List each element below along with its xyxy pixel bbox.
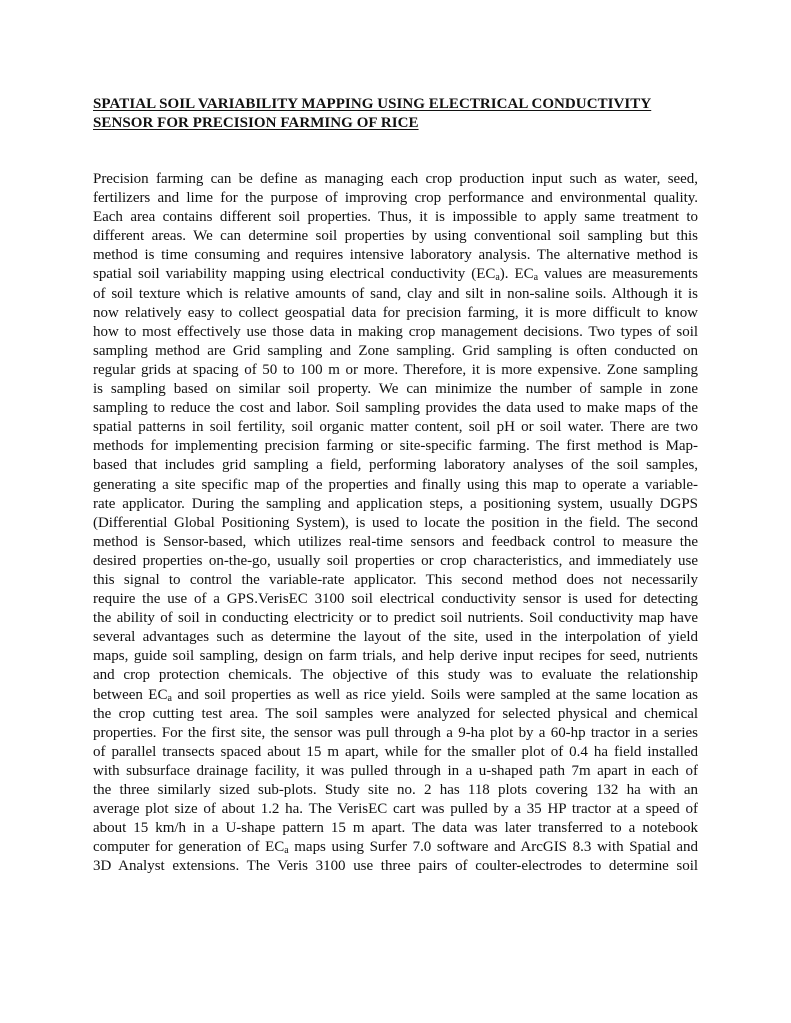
body-line: desired properties on-the-go, usually soil properties or crop characteristics, and immediately use: [93, 552, 698, 569]
body-line: regular grids at spacing of 50 to 100 m or more. Therefore, it is more expensive. Zone sampling: [93, 361, 698, 378]
body-line: is sampling based on similar soil property. We can minimize the number of sample in zone: [93, 381, 698, 398]
body-line: 3D Analyst extensions. The Veris 3100 use three pairs of coulter-electrodes to determine soil: [93, 858, 698, 875]
body-line: sampling to reduce the cost and labor. Soil sampling provides the data used to make maps of the: [93, 400, 698, 417]
body-line: require the use of a GPS.VerisEC 3100 soil electrical conductivity sensor is used for detecting: [93, 591, 698, 608]
body-line: and crop protection chemicals. The objective of this study was to evaluate the relationship: [93, 667, 698, 684]
body-line: sampling method are Grid sampling and Zone sampling. Grid sampling is often conducted on: [93, 342, 698, 359]
body-line: method is time consuming and requires intensive laboratory analysis. The alternative method is: [93, 247, 698, 264]
body-line: the three similarly sized sub-plots. Study site no. 2 has 118 plots covering 132 ha with an: [93, 782, 698, 798]
body-line: the crop cutting test area. The soil samples were analyzed for selected physical and chemical: [93, 705, 698, 722]
body-line: with subsurface drainage facility, it was pulled through in a u-shaped path 7m apart in each of: [93, 762, 698, 779]
body-line: average plot size of about 1.2 ha. The VerisEC cart was pulled by a 35 HP tractor at a speed of: [93, 801, 698, 818]
document-title: [93, 95, 698, 133]
body-line: the ability of soil in conducting electricity or to predict soil nutrients. Soil conductivity map have: [93, 610, 698, 627]
body-line: several advantages such as determine the layout of the site, used in the interpolation of yield: [93, 629, 698, 646]
body-line: now relatively easy to collect geospatial data for precision farming, it is more difficult to know: [93, 304, 698, 321]
title-line-1: SPATIAL SOIL VARIABILITY MAPPING USING ELECTRICAL CONDUCTIVITY: [93, 96, 652, 112]
body-line: how to most effectively use those data in making crop management decisions. Two types of soil: [93, 323, 698, 340]
body-line: Each area contains different soil properties. Thus, it is impossible to apply same treatment to: [93, 209, 698, 226]
body-line: (Differential Global Positioning System), is used to locate the position in the field. The second: [93, 514, 698, 531]
body-line: between $EC_a$ and soil properties as well as rice yield. Soils were sampled at the same location as: [93, 686, 698, 704]
body-line: different areas. We can determine soil properties by using conventional soil sampling but this: [93, 228, 698, 245]
body-line: properties. For the first site, the sensor was pull through a 9-ha plot by a 60-hp tractor in a series: [93, 724, 698, 741]
body-line: this signal to control the variable-rate applicator. This second method does not necessarily: [93, 571, 698, 588]
body-line: rate applicator. During the sampling and application steps, a positioning system, usually DGPS: [93, 495, 698, 512]
body-line: methods for implementing precision farming or site-specific farming. The first method is Map-: [93, 438, 698, 455]
body-line: spatial patterns in soil fertility, soil organic matter content, soil pH or soil water. There are two: [93, 419, 698, 436]
body-line: spatial soil variability mapping using electrical conductivity $(EC_a)$. $EC_a$ values are measurements: [93, 266, 698, 284]
body-line: of parallel transects spaced about 15 m apart, while for the smaller plot of 0.4 ha field installed: [93, 743, 698, 760]
body-line: of soil texture which is relative amounts of sand, clay and silt in non-saline soils. Although it is: [93, 285, 698, 302]
body-line: method is Sensor-based, which utilizes real-time sensors and feedback control to measure the: [93, 533, 698, 550]
body-line: about 15 km/h in a U-shape pattern 15 m apart. The data was later transferred to a notebook: [93, 820, 698, 837]
body-line: fertilizers and lime for the purpose of improving crop performance and environmental quality.: [93, 190, 698, 207]
document-body: [93, 170, 698, 876]
body-line: maps, guide soil sampling, design on farm trials, and help derive input recipes for seed, nutrients: [93, 648, 698, 665]
document-page: [93, 95, 698, 876]
title-line-2: SENSOR FOR PRECISION FARMING OF RICE: [93, 115, 419, 131]
body-line: generating a site specific map of the properties and finally using this map to operate a variable-: [93, 476, 698, 493]
body-line: computer for generation of $EC_a$ maps using Surfer 7.0 software and ArcGIS 8.3 with Spatial and: [93, 839, 698, 857]
body-line: Precision farming can be define as managing each crop production input such as water, seed,: [93, 171, 698, 187]
body-line: based that includes grid sampling a field, performing laboratory analyses of the soil samples,: [93, 457, 698, 474]
